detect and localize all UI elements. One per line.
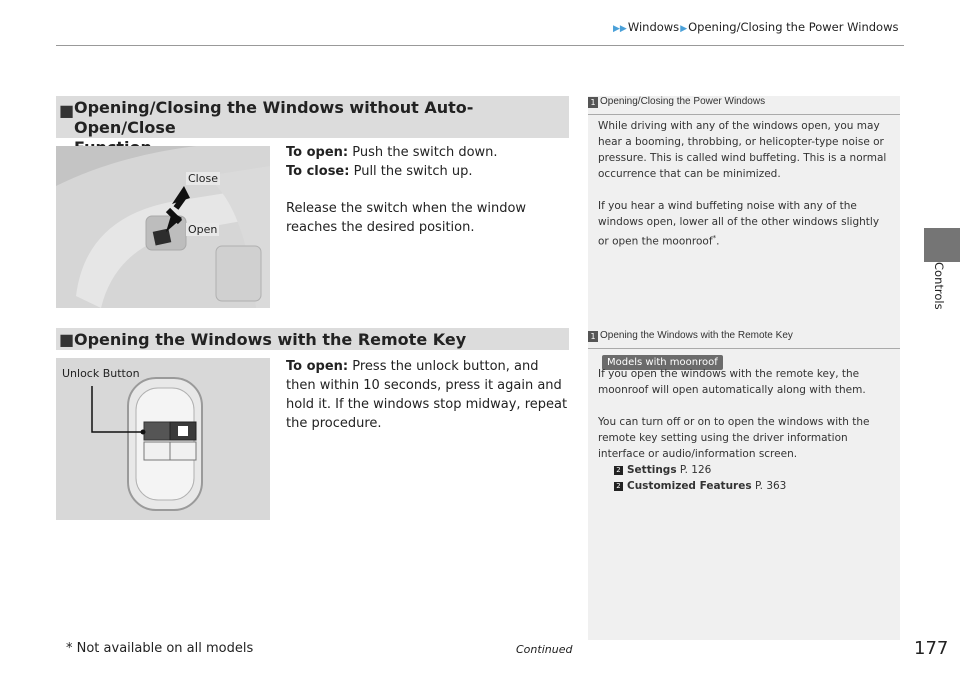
header-rule bbox=[56, 45, 904, 46]
chapter-tab-label-wrap bbox=[930, 262, 950, 322]
open-callout: Open bbox=[188, 223, 218, 236]
open-label: To open: bbox=[286, 359, 349, 374]
breadcrumb-item-power-windows[interactable]: Opening/Closing the Power Windows bbox=[688, 20, 899, 34]
section-header-remote-key bbox=[56, 328, 569, 350]
note-heading: 1 Opening the Windows with the Remote Key bbox=[588, 330, 900, 349]
section-title: Opening the Windows with the Remote Key bbox=[74, 330, 467, 349]
close-instruction: Pull the switch up. bbox=[353, 164, 473, 179]
open-label: To open: bbox=[286, 145, 349, 160]
note-power-windows bbox=[588, 96, 900, 248]
page-number: 177 bbox=[914, 638, 949, 659]
section2-body bbox=[286, 357, 572, 433]
customized-features-reference-link[interactable]: 2 Customized Features P. 363 bbox=[598, 478, 892, 494]
breadcrumb-arrow-icon: ▶ bbox=[680, 24, 688, 34]
wind-buffeting-explanation: While driving with any of the windows open, you may hear a booming, throbbing, or helicopter-type noise or pressure. This is called wind buffeting. This is a normal occurrence that can be minimized. bbox=[598, 120, 887, 180]
wind-buffeting-advice: If you hear a wind buffeting noise with any of the windows open, lower all of the other windows slightly or open the moonroof*. bbox=[598, 200, 880, 248]
note-heading: 1 Opening/Closing the Power Windows bbox=[588, 96, 900, 115]
section1-body bbox=[286, 143, 572, 237]
availability-footnote: * Not available on all models bbox=[66, 641, 254, 656]
close-label: To close: bbox=[286, 164, 350, 179]
window-switch-illustration bbox=[56, 146, 270, 308]
chapter-tab[interactable] bbox=[924, 228, 960, 262]
reference-arrow-icon: 2 bbox=[614, 482, 623, 491]
section-square-icon: ■ bbox=[59, 101, 75, 120]
door-panel-drawing bbox=[56, 146, 270, 308]
unlock-button-callout: Unlock Button bbox=[62, 367, 140, 380]
reference-arrow-icon: 2 bbox=[614, 466, 623, 475]
breadcrumb-arrow-icon: ▶▶ bbox=[613, 24, 627, 34]
sidebar-notes bbox=[588, 96, 900, 640]
remote-setting-note: You can turn off or on to open the windows with the remote key setting using the driver information interface or audio/information screen. 2 Settings P. 126 2 Customized Features P. 363 bbox=[598, 414, 892, 494]
close-callout: Close bbox=[188, 172, 218, 185]
note-remote-key bbox=[588, 330, 900, 492]
remote-key-drawing bbox=[56, 358, 270, 520]
breadcrumb-item-windows[interactable]: Windows bbox=[627, 20, 680, 34]
remote-key-illustration bbox=[56, 358, 270, 520]
settings-reference-link[interactable]: 2 Settings P. 126 bbox=[598, 462, 892, 478]
section-title: Opening/Closing the Windows without Auto-Open/Close bbox=[74, 98, 474, 137]
note-marker-icon: 1 bbox=[588, 97, 598, 108]
models-with-moonroof-badge: Models with moonroof bbox=[602, 355, 723, 370]
release-instruction: Release the switch when the window reaches the desired position. bbox=[286, 201, 527, 235]
breadcrumb bbox=[612, 20, 898, 34]
chapter-tab-label: Controls bbox=[932, 262, 946, 310]
remote-open-instruction: Press the unlock button, and then within 10 seconds, press it again and hold it. If the windows stop midway, repeat the procedure. bbox=[286, 359, 568, 431]
note-marker-icon: 1 bbox=[588, 331, 598, 342]
section-square-icon: ■ bbox=[59, 330, 75, 349]
moonroof-note: If you open the windows with the remote key, the moonroof will open automatically along with them. bbox=[598, 368, 866, 396]
continued-label: Continued bbox=[516, 643, 573, 656]
section-header-manual-windows bbox=[56, 96, 569, 138]
open-instruction: Push the switch down. bbox=[352, 145, 498, 160]
